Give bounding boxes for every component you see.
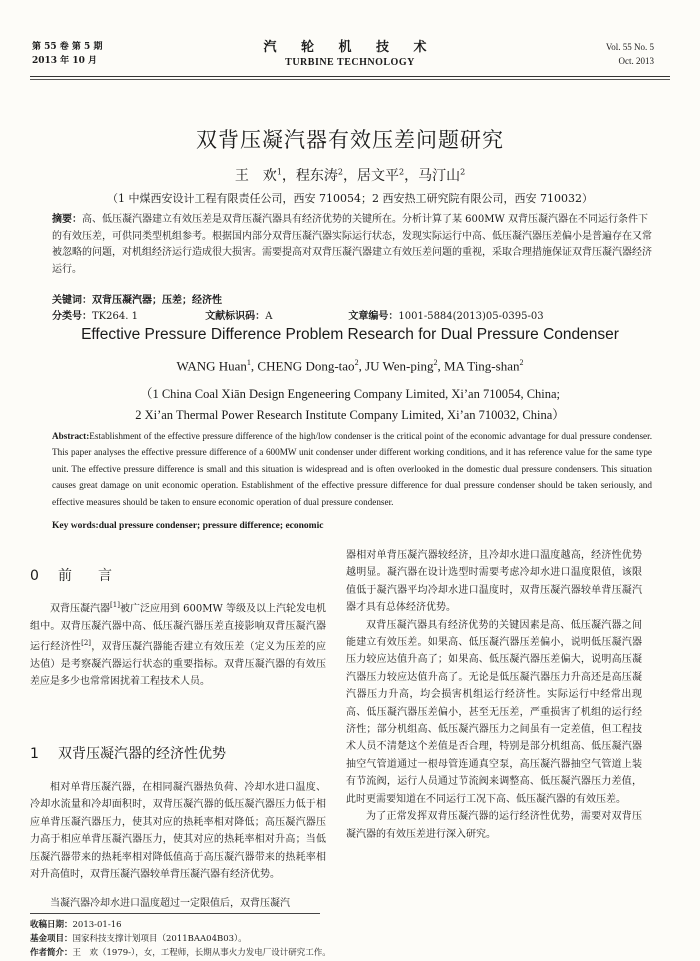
date-cn: 2013 年 10 月 — [32, 56, 97, 66]
author-cn-affiliation-mark: 1 — [276, 167, 282, 177]
journal-name-cn: 汽 轮 机 技 术 — [263, 40, 437, 55]
abstract-label-cn: 摘要： — [52, 214, 82, 225]
abstract-text-cn: 高、低压凝汽器建立有效压差是双背压凝汽器具有经济优势的关键所在。分析计算了某 600MW 双背压凝汽器在不同运行条件下的有效压差，可供同类型机组参考。根据国内部分双背压凝汽器实际运行状态，发现实际运行中高、低压凝汽器压差偏小是普遍存在又常被忽略的问题，对机组经济运行造成很大损害。需要提高对双背压凝汽器建立有效压差问题的重视，采取合理措施保证双背压凝汽器经济运行。 — [52, 214, 652, 275]
author-en-separator: , — [250, 358, 258, 374]
author-cn-name: 马汀山 — [418, 168, 461, 184]
section-number-0: 0 — [30, 568, 45, 584]
author-cn-name: 居文平 — [357, 168, 399, 184]
author-en-separator: , — [358, 358, 366, 374]
section1-paragraph-2-start — [30, 895, 326, 912]
classification-label: 分类号： — [52, 311, 92, 322]
author-en-separator: , — [437, 358, 444, 374]
author-en-affiliation-mark: 1 — [246, 358, 251, 367]
section1-paragraph-1 — [30, 779, 326, 883]
author-en-name: WANG Huan — [176, 358, 247, 374]
journal-name — [0, 40, 700, 70]
author-cn-name: 王 欢 — [234, 168, 277, 184]
affiliation-en-2: 2 Xi’an Thermal Power Research Institute Company Limited, Xi’an 710032, China） — [135, 408, 565, 422]
citation-2[interactable]: [2] — [81, 639, 92, 648]
volume-issue-cn: 第 55 卷 第 5 期 — [32, 42, 103, 52]
date-en: Oct. 2013 — [618, 56, 654, 66]
section-number-1: 1 — [30, 746, 39, 762]
section-heading-0 — [30, 565, 118, 585]
keywords-label-en: Key words: — [52, 521, 99, 531]
received-label: 收稿日期： — [30, 920, 73, 930]
author-en-name: MA Ting-shan — [443, 358, 520, 374]
footnote-author — [30, 946, 331, 960]
article-number-value: 1001-5884(2013)05-0395-03 — [398, 311, 544, 322]
intro-text-a: 双背压凝汽器 — [50, 603, 111, 615]
section-title-0: 前 言 — [58, 568, 118, 584]
keywords-cn — [52, 293, 652, 309]
affiliation-en-1: （1 China Coal Xiān Design Engeneering Company Limited, Xi’an 710054, China; — [139, 387, 561, 401]
section-heading-1 — [30, 743, 226, 763]
abstract-en — [52, 428, 652, 510]
classification-value: TK264. 1 — [92, 311, 138, 322]
right-col-paragraph-3: 为了正常发挥双背压凝汽器的运行经济性优势，需要对双背压凝汽器的有效压差进行深入研究。 — [346, 811, 642, 840]
author-cn-name: 程东涛 — [295, 168, 338, 184]
header-rule-thick — [30, 76, 670, 77]
author-cn-affiliation-mark: 2 — [399, 167, 405, 177]
citation-1[interactable]: [1] — [110, 601, 120, 609]
author-cn-affiliation-mark: 2 — [337, 167, 343, 177]
author-bio-label: 作者简介： — [30, 948, 73, 958]
keywords-text-cn: 双背压凝汽器；压差；经济性 — [92, 295, 222, 306]
author-cn-separator: ， — [343, 168, 357, 184]
author-cn-separator: ， — [404, 168, 419, 184]
intro-paragraph — [30, 597, 326, 691]
keywords-label-cn: 关键词： — [52, 295, 92, 306]
header-rule-thin — [30, 79, 670, 80]
paper-title-en: Effective Pressure Difference Problem Research for Dual Pressure Condenser — [81, 326, 619, 343]
footnote-rule — [30, 913, 320, 914]
abstract-label-en: Abstract: — [52, 431, 90, 441]
author-en-name: JU Wen-ping — [365, 358, 434, 374]
journal-name-en: TURBINE TECHNOLOGY — [285, 57, 415, 68]
document-code-value: A — [265, 311, 273, 322]
classification-line — [52, 309, 652, 325]
keywords-text-en: dual pressure condenser; pressure difference; economic — [98, 521, 324, 531]
author-en-affiliation-mark: 2 — [519, 358, 524, 367]
author-en-affiliation-mark: 2 — [354, 358, 359, 367]
affiliations-en — [0, 384, 700, 426]
keywords-en — [52, 521, 652, 531]
author-en-affiliation-mark: 2 — [433, 358, 438, 367]
right-col-paragraph-2: 双背压凝汽器具有经济优势的关键因素是高、低压凝汽器之间能建立有效压差。如果高、低压凝汽器压差偏小，说明低压凝汽器压力较应达值升高了；如果高、低压凝汽器压差偏大，说明高压凝汽器压力较应达值升高了。无论是低压凝汽器压力升高还是高压凝汽器压力升高，均会损害机组运行经济性。实际运行中经常出现高、低压凝汽器压差偏小，甚至无压差，严重损害了机组的运行经济性；部分机组高、低压凝汽器压力之间虽有一定差值，但工程技术人员不清楚这个差值是否合理，特别是部分机组高、低压凝汽器抽空气管道通过一根母管连通真空泵，高压凝汽器抽空气管道上装有节流阀，运行人员通过节流阀来调整高、低压凝汽器压力差值，此时更需要知道在不同运行工况下高、低压凝汽器的有效压差。 — [346, 619, 642, 805]
received-value: 2013-01-16 — [72, 920, 122, 930]
intro-text-b: 被广泛应用到 600MW 等级及以上汽轮发电机组中。双背压凝汽器中高、低压凝汽器压差直接影响双背压凝汽器运行经济性 — [30, 603, 326, 653]
volume-issue-en: Vol. 55 No. 5 — [605, 42, 654, 52]
section1-paragraph-1-text: 相对单背压凝汽器，在相同凝汽器热负荷、冷却水进口温度、冷却水流量和冷却面积时，双背压凝汽器的低压凝汽器压力低于相应单背压凝汽器压力，使其对应的热耗率相对降低；高压凝汽器压力高于相应单背压凝汽器压力，使其对应的热耗率相对升高；当低压凝汽器带来的热耗率相对降低值高于高压凝汽器带来的热耗率相对升高值时，双背压凝汽器较单背压凝汽器有经济优势。 — [30, 782, 326, 881]
running-header-right — [606, 40, 654, 68]
author-cn-separator: ， — [281, 168, 296, 184]
article-number-label: 文章编号： — [348, 311, 399, 322]
author-cn-affiliation-mark: 2 — [460, 167, 466, 177]
author-en-name: CHENG Dong-tao — [257, 358, 355, 374]
right-column — [346, 547, 642, 843]
abstract-text-en: Establishment of the effective pressure difference of the high/low condenser is the critical point of the economic advantage for dual pressure condenser. This paper analyses the effective pressure difference of a 600MW unit condenser under different working conditions, and it has reference value for the same type unit. The effective pressure difference is small and this situation is widespread and is often overlooked in the domestic dual pressure condensers. This situation causes great damage on unit economic operation. Establishment of the effective pressure difference for dual pressure condenser should be taken seriously, and effective measures should be taken to ensure economic operation of dual pressure condenser. — [52, 431, 652, 507]
fund-label: 基金项目： — [30, 934, 73, 944]
section1-paragraph-2-text: 当凝汽器冷却水进口温度超过一定限值后，双背压凝汽 — [50, 898, 290, 909]
paper-title-cn: 双背压凝汽器有效压差问题研究 — [196, 128, 504, 152]
author-list-en — [0, 358, 700, 374]
section-title-1: 双背压凝汽器的经济性优势 — [58, 746, 226, 762]
footnote-received — [30, 918, 122, 932]
affiliations-cn: （1 中煤西安设计工程有限责任公司，西安 710054；2 西安热工研究院有限公司，西安 710032） — [107, 192, 593, 205]
author-bio-value: 王 欢（1979-），女，工程师，长期从事火力发电厂设计研究工作。 — [72, 948, 331, 958]
intro-text-c: ，双背压凝汽器能否建立有效压差（定义为压差的应达值）是考察凝汽器运行状态的重要指标。双背压凝汽器的有效压差应是多少也常常困扰着工程技术人员。 — [30, 641, 327, 688]
fund-value: 国家科技支撑计划项目（2011BAA04B03）。 — [72, 934, 247, 944]
author-list-cn — [0, 165, 700, 185]
document-code-label: 文献标识码： — [205, 311, 266, 322]
abstract-cn — [52, 212, 652, 278]
footnote-fund — [30, 932, 247, 946]
right-col-paragraph-1: 器相对单背压凝汽器较经济，且冷却水进口温度越高，经济性优势越明显。凝汽器在设计选型时需要考虑冷却水进口温度限值，该限值低于凝汽器平均冷却水进口温度时，双背压凝汽器较单背压凝汽器才具有总体经济优势。 — [346, 550, 642, 614]
